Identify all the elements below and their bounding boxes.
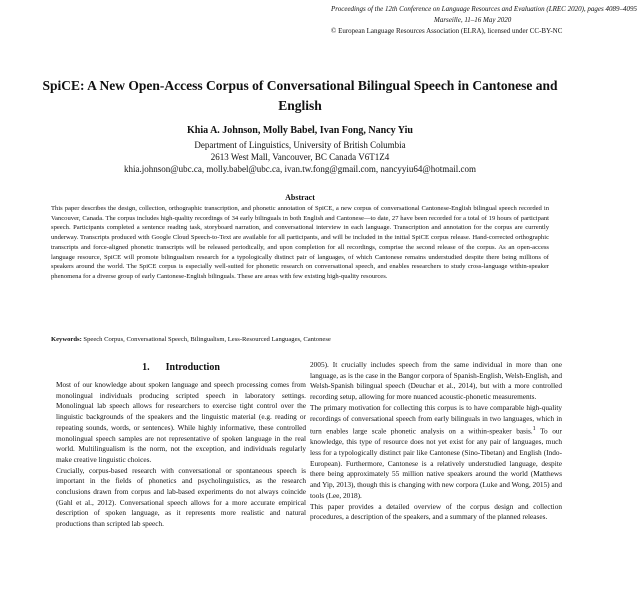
header-line-1: Proceedings of the 12th Conference on Language Resources and Evaluation (LREC 2020), pages 4089–4095 [331,5,637,13]
keywords-label: Keywords: [51,336,82,343]
section-title: Introduction [165,362,220,373]
affiliation-block [30,139,570,175]
abstract-heading: Abstract [285,193,315,202]
paper-title: SpiCE: A New Open-Access Corpus of Conversational Bilingual Speech in Cantonese and English [42,78,558,113]
paragraph: Crucially, corpus-based research with conversational or spontaneous speech is important in the fields of phonetics and psycholinguistics, as the research conclusions drawn from corpus and lab-based experiments do not always coincide (Gahl et al., 2012). Conversational speech allows for a more accurate empirical description of spoken language, as it represents more realistic and natural productions than scripted lab speech. [56,465,306,529]
header-line-3: © European Language Resources Association (ELRA), licensed under CC-BY-NC [331,27,563,35]
address: 2613 West Mall, Vancouver, BC Canada V6T1Z4 [210,152,390,162]
section-heading-introduction [56,362,306,373]
footnote-marker[interactable]: 1 [532,426,536,433]
keywords-text: Speech Corpus, Conversational Speech, Bilingualism, Less-Resourced Languages, Cantonese [81,336,331,343]
paragraph-text-cont: To our knowledge, this type of resource does not yet exist for any pair of languages, much less for a typologically distinct pair like Cantonese (Sino-Tibetan) and English (Indo-European). Furthermore, Cantonese is a relatively understudied language, despite there being approximately 55 million native speakers around the world (Matthews and Yip, 2013), though this is changing with new corpora (Luke and Wong, 2015) and tools (Lee, 2018). [310,426,562,500]
author-emails: khia.johnson@ubc.ca, molly.babel@ubc.ca, ivan.tw.fong@gmail.com, nancyyiu64@hotmail.com [124,164,476,174]
section-number: 1. [142,362,150,373]
keywords-line [51,336,549,343]
abstract-text: This paper describes the design, collection, orthographic transcription, and phonetic annotation of SpiCE, a new corpus of conversational Cantonese-English bilingual speech recorded in Vancouver, Canada. The corpus includes high-quality recordings of 34 early bilinguals in both English and Cantonese—to date, 27 have been recorded for a total of 19 hours of participant speech. Participants completed a sentence reading task, storyboard narration, and conversational interview in each language. Transcription and annotation for the corpus are currently underway. Transcripts produced with Google Cloud Speech-to-Text are available for all participants, and will be included in the initial SpiCE corpus release. Hand-corrected orthographic transcripts and force-aligned phonetic transcripts will be released periodically, and upon completion for all recordings, comprise the second release of the corpus. As an open-access language resource, SpiCE will promote bilingualism research for a typologically distinct pair of languages, of which Cantonese remains understudied despite there being millions of speakers around the world. The SpiCE corpus is especially well-suited for phonetic research on conversational speech, and enables researchers to study cross-language within-speaker phenomena for a diverse group of early Cantonese-English bilinguals. These are areas with few existing high-quality resources. [51,205,549,280]
left-column [56,380,306,530]
department: Department of Linguistics, University of British Columbia [194,140,406,150]
right-column [310,360,562,523]
proceedings-header [331,4,637,37]
header-line-2: Marseille, 11–16 May 2020 [434,16,512,24]
paragraph-text: The primary motivation for collecting this corpus is to have comparable high-quality recordings of conversational speech from early bilinguals in two languages, which in turn enables large scale phonetic analysis on a within-speaker basis. [310,402,562,436]
author-list: Khia A. Johnson, Molly Babel, Ivan Fong, Nancy Yiu [187,125,413,136]
paragraph: Most of our knowledge about spoken language and speech processing comes from monolingual individuals producing scripted speech in laboratory settings. Monolingual lab speech allows for researchers to exercise tight control over the linguistic backgrounds of the speakers and the linguistic material (e.g. reading or repeating sounds, words, or sentences). While highly informative, these controlled monolingual speech samples are not representative of spoken language in the real world. Multilingualism is the norm, not the exception, and individuals regularly make creative linguistic choices. [56,380,306,464]
paragraph: This paper provides a detailed overview of the corpus design and collection procedures, a description of the speakers, and a summary of the planned releases. [310,501,562,522]
paragraph: 2005). It crucially includes speech from the same individual in more than one language, as is the case in the Bangor corpora of Spanish-English, Welsh-English, and Welsh-Spanish bilingual speech (Deuchar et al., 2014), but with a more controlled recording setup, allowing for more nuanced acoustic-phonetic measurements. [310,360,562,402]
paragraph [310,403,562,502]
